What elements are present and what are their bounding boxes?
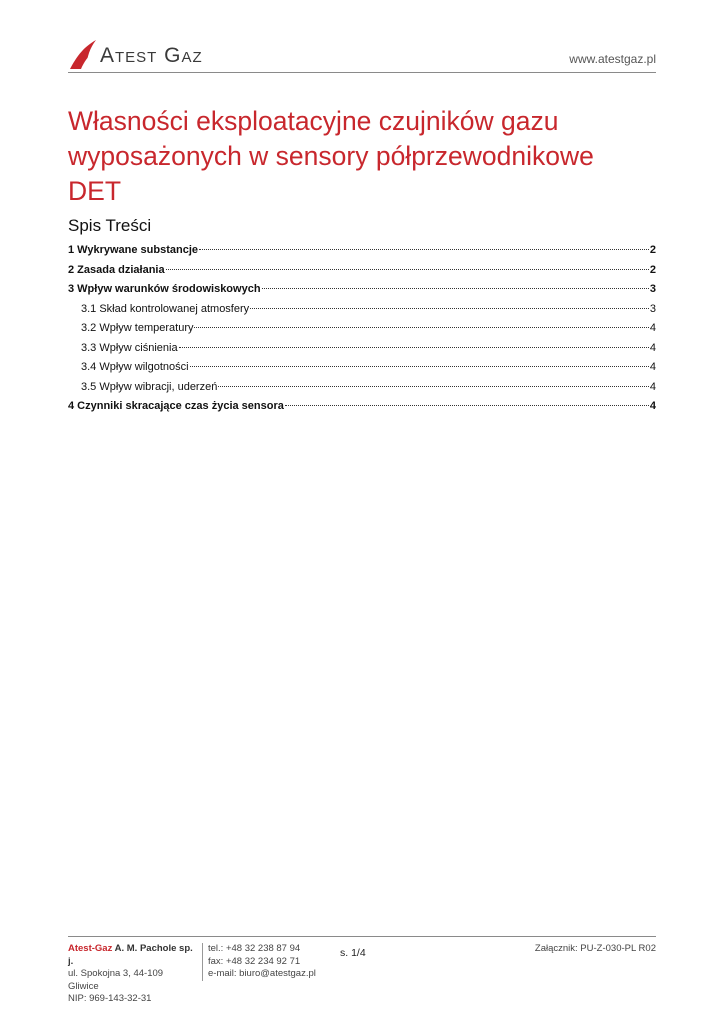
toc-entry-label: 3.5 Wpływ wibracji, uderzeń	[81, 380, 218, 393]
toc-leader-dots	[250, 308, 649, 309]
toc-entry-page: 2	[649, 244, 656, 256]
toc-entry[interactable]	[68, 241, 656, 261]
attachment-reference: Załącznik: PU-Z-030-PL R02	[534, 943, 656, 954]
toc-leader-dots	[285, 405, 649, 406]
company-name: Atest-Gaz	[68, 943, 113, 954]
contact-email[interactable]: e-mail: biuro@atestgaz.pl	[208, 968, 316, 979]
company-info	[68, 943, 196, 1006]
toc-entry-label: 3.1 Skład kontrolowanej atmosfery	[81, 302, 250, 315]
title-line: Własności eksploatacyjne czujników gazu	[68, 106, 559, 136]
toc-entry-page: 4	[649, 380, 656, 393]
toc-leader-dots	[262, 288, 649, 289]
toc-leader-dots	[199, 249, 649, 250]
document-title	[68, 104, 668, 209]
toc-leader-dots	[194, 327, 648, 328]
toc-entry-label: 3.3 Wpływ ciśnienia	[81, 341, 178, 354]
toc-entry-label: 3 Wpływ warunków środowiskowych	[68, 283, 261, 295]
toc-entry-page: 3	[649, 283, 656, 295]
toc-entry[interactable]	[68, 300, 656, 320]
toc-entry-page: 4	[649, 400, 656, 412]
toc-entry[interactable]	[68, 280, 656, 300]
flame-logo-icon	[68, 38, 98, 70]
title-line: wyposażonych w sensory półprzewodnikowe	[68, 141, 594, 171]
company-legal-form: A. M. Pachole sp. j.	[68, 943, 193, 967]
toc-leader-dots	[190, 366, 649, 367]
toc-entry-page: 2	[649, 263, 656, 276]
toc-leader-dots	[179, 347, 649, 348]
toc-heading: Spis Treści	[68, 216, 152, 235]
page-footer	[68, 936, 656, 1004]
company-nip: NIP: 969-143-32-31	[68, 993, 152, 1004]
toc-entry[interactable]	[68, 319, 656, 339]
page-header	[68, 38, 656, 73]
toc-entry-label: 4 Czynniki skracające czas życia sensora	[68, 400, 284, 412]
toc-leader-dots	[166, 269, 649, 270]
toc-entry-label: 2 Zasada działania	[68, 263, 165, 276]
toc-leader-dots	[218, 386, 649, 387]
contact-phone: tel.: +48 32 238 87 94	[208, 943, 301, 954]
toc-entry-label: 3.2 Wpływ temperatury	[81, 322, 194, 334]
toc-entry[interactable]	[68, 339, 656, 359]
contact-info	[208, 943, 316, 981]
toc-entry-page: 4	[649, 361, 656, 373]
contact-fax: fax: +48 32 234 92 71	[208, 955, 301, 967]
toc-entry[interactable]	[68, 378, 656, 398]
logo-text: Atest Gaz	[100, 44, 203, 67]
toc-entry-label: 3.4 Wpływ wilgotności	[81, 361, 189, 373]
toc-entry-label: 1 Wykrywane substancje	[68, 244, 199, 256]
page-indicator: s. 1/4	[340, 947, 366, 959]
toc-entry-page: 3	[649, 302, 656, 315]
company-logo	[68, 38, 203, 70]
title-line: DET	[68, 176, 121, 206]
footer-divider	[202, 943, 203, 981]
company-address: ul. Spokojna 3, 44-109 Gliwice	[68, 968, 164, 992]
toc-entry-page: 4	[649, 341, 656, 354]
company-name-line	[68, 943, 196, 968]
toc-entry-page: 4	[649, 322, 656, 334]
toc-entry[interactable]	[68, 397, 656, 417]
toc-entry[interactable]	[68, 358, 656, 378]
website-url[interactable]: www.atestgaz.pl	[569, 52, 656, 66]
table-of-contents	[68, 241, 656, 417]
toc-entry[interactable]	[68, 261, 656, 281]
